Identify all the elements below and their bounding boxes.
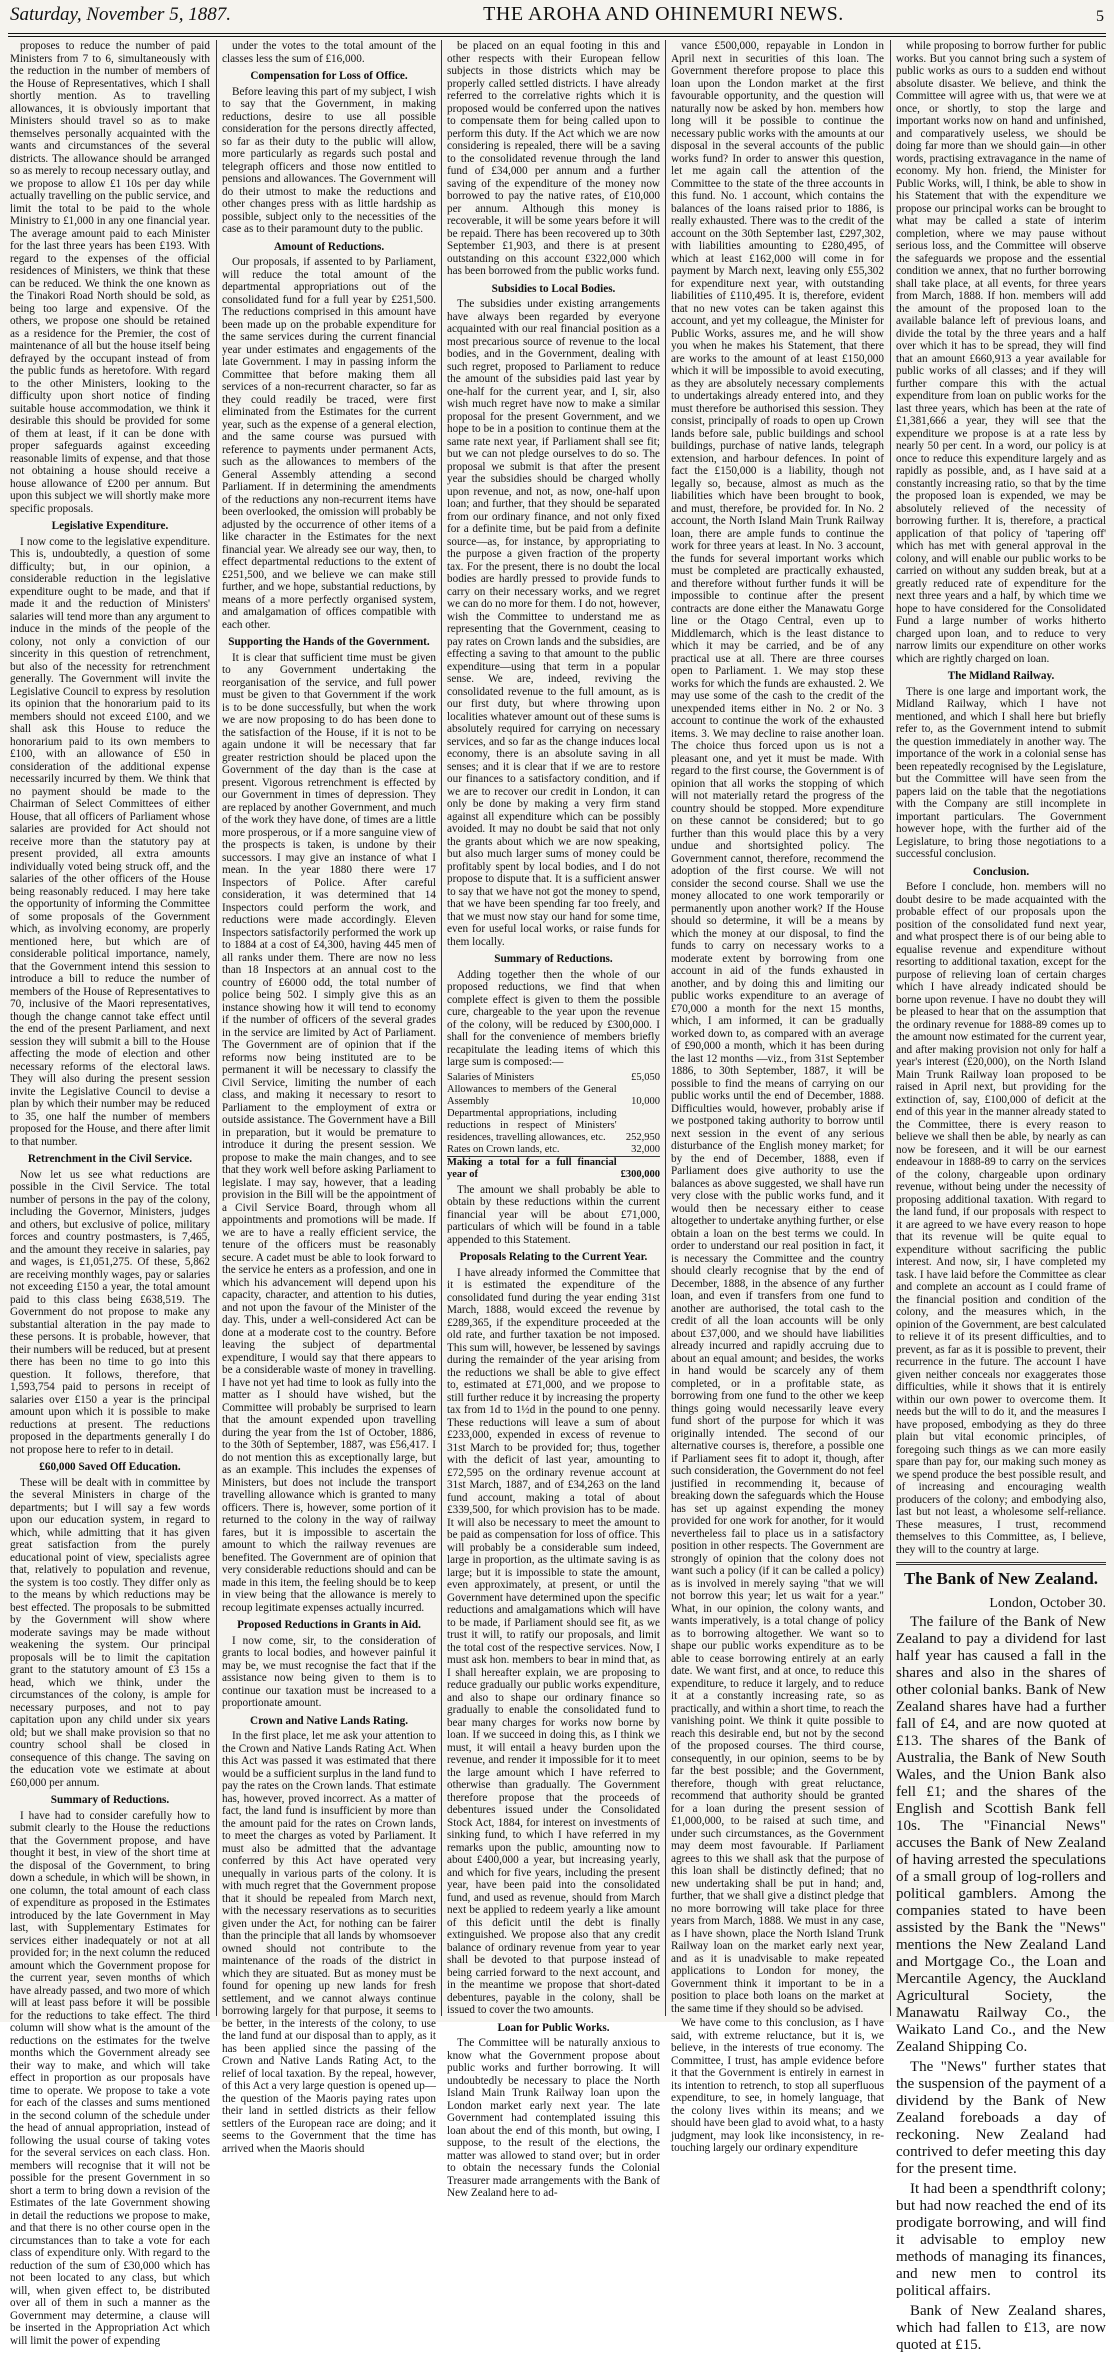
column-4 [671,40,885,2154]
page-number: 5 [1096,8,1104,25]
paragraph: We have come to this conclusion, as I have said, with extreme reluctance, but it is, we believe, in the interests of true economy. The Committee, I trust, has ample evidence before it that the Government is entirely in earnest in its intention to retrench, to stop all superfluous expenditure, to see, in homely language, that the colony lives within its means; and we should have been glad to avoid what, to a hasty judgment, may look like inconsistency, in re-touching largely our ordinary expenditure [671,2017,884,2154]
table-cell-amount: £300,000 [617,1156,660,1181]
paragraph: These will be dealt with in committee by the several Ministers in charge of the departments; but I will say a few words upon our education system, in regard to which, while admitting that it has given great satisfaction from the purely educational point of view, specialists agree that, relatively to population and revenue, the system is too costly. They differ only as to the means by which reductions may be best effected. The proposals to be submitted by the Government will show where moderate savings may be made without weakening the system. Our principal proposals will be to limit the capitation grant to the statutory amount of £3 15s a head, which we think, under the circumstances of the colony, is ample for necessary purposes, and not to pay capitation upon any child under six years old; but we shall make provision so that no country school shall be closed in consequence of this change. The saving on the education vote we estimate at about £60,000 per annum. [10,1476,210,1789]
section-heading-subsidies: Subsidies to Local Bodies. [491,282,616,295]
paragraph: be placed on an equal footing in this and other respects with their European fellow subjects in those districts which may be properly called settled districts. I have already referred to the correlative rights which it is proposed would be conferred upon the natives to compensate them for being called upon to perform this duty. If the Act which we are now considering is repealed, there will be a saving to the consolidated revenue through the land fund of £34,000 per annum and a further saving of the expenditure of the money now borrowed to pay the native rates, of £10,000 per annum. Although this money is recoverable, it will be some years before it will be repaid. There has been recovered up to 30th September £1,903, and there is at present outstanding on this account £322,000 which has been borrowed from the public works fund. [447,40,660,277]
paragraph: Bank of New Zealand shares, which had fallen to £13, are now quoted at £15. [896,2303,1106,2353]
table-cell-label: Departmental appropriations, including reductions in respect of Ministers' residences, travelling allowances, etc. [447,1107,617,1143]
section-heading-loan-public-works: Loan for Public Works. [497,2021,610,2034]
paragraph: The failure of the Bank of New Zealand to pay a dividend for last half year has caused a fall in the shares and also in the shares of other colonial banks. Bank of New Zealand shares have had a further fall of £4, and are now quoted at £13. The shares of the Bank of Australia, the Bank of New South Wales, and the Union Bank also fell £1; and the shares of the English and Scottish Bank fell 10s. The "Financial News" accuses the Bank of New Zealand of having arrested the speculations of a small group of log-rollers and political gamblers. Among the companies stated to have been assisted by the Bank the "News" mentions the New Zealand Land and Mortgage Co., the Loan and Mercantile Agency, the Auckland Agricultural Society, the Manawatu Railway Co., the Waikato Land Co., and the New Zealand Shipping Co. [896,1614,1106,2055]
masthead-rule-double [8,36,1106,37]
table-row [447,1072,660,1084]
paragraph: I now come, sir, to the consideration of grants to local bodies, and however painful it may be, we must recognise the fact that if the assistance now being given to them is to continue our taxation must be increased to a proportionate amount. [222,1634,436,1709]
section-heading-summary: Summary of Reductions. [494,953,613,965]
paragraph: under the votes to the total amount of the classes less the sum of £16,000. [222,40,436,65]
section-heading-compensation: Compensation for Loss of Office. [250,70,408,82]
reductions-table [447,1072,660,1181]
section-heading-conclusion: Conclusion. [972,865,1030,878]
table-cell-label: Allowances to members of the General Assembly [447,1083,617,1107]
column-divider [216,40,217,2016]
table-cell-label: Making a total for a full financial year of [447,1156,617,1180]
paragraph: Our proposals, if assented to by Parliament, will reduce the total amount of the departmental appropriations out of the consolidated fund for a full year by £251,500. The reductions comprised in this amount have been made up on the probable expenditure for the same services during the current financial year under estimates and engagements of the late Government. I may in passing inform the Committee that before making them all services of a non-recurrent character, so far as they could readily be traced, were first eliminated from the Estimates for the current year, such as the expense of a general election, and the same course was pursued with reference to payments under permanent Acts, such as the allowances to members of the General Assembly attending a second Parliament. If in determining the amendments of the reductions any non-recurrent items have been overlooked, the omission will probably be adjusted by the occurrence of other items of a like character in the Estimates for the next financial year. We already see our way, then, to effect departmental reductions to the extent of £251,500, and we believe we can make still further, and we hope, substantial reductions, by means of a more perfectly organised system, and amalgamation of offices compatible with each other. [222,256,436,631]
section-heading-amount-of-reductions: Amount of Reductions. [273,240,385,253]
table-row [447,1084,660,1108]
paragraph: The subsidies under existing arrangements have always been regarded by everyone acquainted with our real financial position as a most precarious source of revenue to the local bodies, and in the Government, dealing with such regret, proposed to Parliament to reduce the amount of the subsidies paid last year by one-half for the current year, and I, sir, also wish much regret have now to make a similar proposal for the present Government, and we hope to be in a position to continue them at the same rate next year, if Parliament shall see fit; but we can not pledge ourselves to do so. The proposal we submit is that after the present year the subsidies should be charged wholly upon revenue, and not, as now, one-half upon loan; and further, that they should be separated from our ordinary finance, and not only fixed for a definite time, but be paid from a definite source—as, for instance, by appropriating to the purpose a given fraction of the property tax. For the present, there is no doubt the local bodies are hardly pressed to provide funds to carry on their necessary works, and we regret we can do no more for them. I do not, however, wish the Committee to understand me as representing that the Government, ceasing to pay rates on Crown lands and the subsidies, are effecting a saving to that amount to the public expenditure—using that term in a popular sense. We are, indeed, reviving the consolidated revenue to the full amount, as is our first duty, but where throwing upon localities whatever amount out of these sums is absolutely required for carrying on necessary services, and so far as the change induces local economy, there is an absolute saving in all senses; and it is clear that if we are to restore our finances to a satisfactory condition, and if we are to recover our credit in London, it can only be done by making a very firm stand against all expenditure which can be possibly avoided. It may no doubt be said that not only the grants about which we are now speaking, but also much larger sums of money could be profitably spent by local bodies, and I do not propose to dispute that. It is a sufficient answer to say that we have not got the money to spend, that we have been spending far too freely, and that we must now stay our hand for some time, even for useful local works, or raise funds for them locally. [447,298,660,948]
article-divider [896,1562,1106,1565]
paragraph: It had been a spendthrift colony; but had now reached the end of its prodigate borrowing, and will find it advisable to employ new methods of managing its finances, and new men to control its political affairs. [896,2181,1106,2299]
article-headline-bank: The Bank of New Zealand. [903,1569,1099,1588]
table-cell-label: Rates on Crown lands, etc. [447,1143,560,1155]
table-total-row [447,1156,660,1181]
column-divider [441,40,442,2016]
paragraph: The "News" further states that the suspension of the payment of a dividend by the Bank of New Zealand foreboads a day of reckoning. New Zealand had contrived to defer meeting this day for the present time. [896,2059,1106,2177]
paragraph: The amount we shall probably be able to obtain by these reductions within the current financial year will be about £71,000, particulars of which will be found in a table appended to this Statement. [447,1183,660,1246]
paragraph: In the first place, let me ask your attention to the Crown and Native Lands Rating Act. When this Act was passed it was estimated that there would be a sufficient surplus in the land fund to pay the rates on the Crown lands. That estimate has, however, proved incorrect. As a matter of fact, the land fund is insufficient by more than the amount paid for the rates on Crown lands, to meet the charges as voted by Parliament. It must also be admitted that the advantage conferred by this Act have operated very unequally in various parts of the colony. It is with much regret that the Government propose that it should be repealed from March next, with the necessary reservations as to securities given under the Act, for nothing can be fairer than the principle that all lands by whomsoever owned should not contribute to the maintenance of the roads of the district in which they are situated. But as money must be found for opening up new lands for fresh settlement, and we cannot always continue borrowing largely for that purpose, it seems to be better, in the interests of the colony, to use the land fund at our disposal than to apply, as it has been applied since the passing of the Crown and Native Lands Rating Act, to the relief of local taxation. By the repeal, however, of this Act a very large question is opened up—the question of the Maoris paying rates upon their land in settled districts as their fellow settlers of the European race are doing; and it seems to the Government that the time has arrived when the Maoris should [222,1730,436,2155]
table-cell-amount: 252,950 [625,1131,660,1143]
paragraph: proposes to reduce the number of paid Ministers from 7 to 6, simultaneously with the reduction in the number of members of the House of Representatives, which I shall shortly mention. As to travelling allowances, it is obviously important that Ministers should travel so as to make themselves personally acquainted with the wants and circumstances of the several districts. The allowance should be arranged so as merely to recoup necessary outlay, and we propose to allow £1 10s per day while actually travelling on the public service, and limit the total to be paid to the whole Ministry to £1,000 in any one financial year. The average amount paid to each Minister for the last three years has been £193. With regard to the expenses of the official residences of Ministers, we think that these can be reduced. We think the one known as the Tinakori Road North should be sold, as being too large and expensive. Of the others, we propose one should be retained as a residence for the Premier, the cost of maintenance of all but the house itself being defrayed by the occupant instead of from the public funds as heretofore. With regard to the other Ministers, looking to the difficulty upon short notice of finding suitable house accommodation, we think it desirable this should be provided for some of them at least, if it can be done with proper safeguards against exceeding reasonable limits of expense, and that those not obtaining a house should receive a house allowance of £200 per annum. But upon this subject we will shortly make more specific proposals. [10,40,210,515]
table-row [447,1108,660,1144]
paragraph: while proposing to borrow further for public works. But you cannot bring such a system of public works as ours to a sudden end without absolute disaster. We believe, and think the Committee will agree with us, that were we at once, or shortly, to stop the large and important works now on hand and unfinished, and comparatively useless, we should be doing far more than we should gain—in other words, practising extravagance in the name of economy. My hon. friend, the Minister for Public Works, will, I think, be able to show in his Statement that with the expenditure we propose our principal works can be brought to what may be called a state of interim completion, where we may pause without serious loss, and the Committee will observe the safeguards we propose and the essential condition we annex, that no further borrowing shall take place, at all events, for three years from March, 1888. If hon. members will add the amount of the proposed loan to the available balance left of previous loans, and divide the total by the three years and a half over which it has to be spread, they will find that an amount £660,913 a year available for public works of all classes; and if they will further compare this with the actual expenditure from loan on public works for the last three years, which has been at the rate of £1,381,666 a year, they will see that the expenditure we propose is at a rate less by nearly 50 per cent. In a word, our policy is at once to reduce this expenditure largely and as rapidly as possible, and, as I have said at a constantly increasing ratio, so that by the time the proposed loan is expended, we may be absolutely relieved of the necessity of borrowing further. It is, therefore, a practical application of that policy of 'tapering off' which has met with general approval in the colony, and will enable our public works to be carried on without any sudden break, but at a greatly reduced rate of expenditure for the next three years and a half, by which time we hope to have considered for the Consolidated Fund a large number of works hitherto charged upon loan, and to reduce to very narrow limits our expenditure on other works which are rightly charged on loan. [896,40,1106,665]
section-heading-civil-service: Retrenchment in the Civil Service. [27,1153,193,1165]
paragraph: Adding together then the whole of our proposed reductions, we find that when complete effect is given to them the possible cure, chargeable to the year upon the revenue of the colony, will be reduced by £300,000. I shall for the convenience of members briefly recapitulate the leading items of which this large sum is composed:— [447,968,660,1068]
table-cell-amount: £5,050 [631,1071,660,1083]
paragraph: It is clear that sufficient time must be given to any Government undertaking the reorganisation of the service, and full power must be given to that Government if the work is to be done successfully, but when the work we are now proposing to do has been done to the satisfaction of the House, if it is not to be again undone it will be necessary that far greater restriction should be placed upon the Government of the day than is the case at present. Vigorous retrenchment is effected by our Government in times of depression. They are replaced by another Government, and much of the work they have done, of times are a little more prosperous, or if a more sanguine view of the prospects is taken, is undone by their successors. I may give an instance of what I mean. In the year 1880 there were 17 Inspectors of Police. After careful consideration, it was determined that 14 Inspectors could perform the work, and reductions were made accordingly. Eleven Inspectors satisfactorily performed the work up to 1884 at a cost of £4,300, having 445 men of all ranks under them. There are now no less than 18 Inspectors at an annual cost to the country of £6000 odd, the total number of police being 502. I simply give this as an instance showing how it will tend to economy if the number of officers of the several grades in the service are limited by Act of Parliament. The Government are of opinion that if the reforms now being instituted are to be permanent it will be necessary to classify the Civil Service, limiting the number of each class, and making it necessary to resort to Parliament to the employment of extra or outside assistance. The Government have a Bill in preparation, but it would be premature to introduce it during the present session. We propose to make the main changes, and to see that they work well before asking Parliament to legislate. I may say, however, that a leading provision in the Bill will be the appointment of a Civil Service Board, through whom all appointments and promotions will be made. If we are to have a really efficient service, the tenure of the officers must be reasonably secure. A cadet must be able to look forward to the service he enters as a profession, and one in which his advancement will depend upon his capacity, character, and attention to his duties, and not upon the favour of the Minister of the day. This, under a well-considered Act can be done at a moderate cost to the country. Before leaving the subject of departmental expenditure, I would say that there appears to be a considerable waste of money in travelling. I have not yet had time to look as fully into the matter as I should have wished, but the Committee will probably be surprised to learn that the amount expended upon travelling during the year from the 1st of October, 1886, to the 30th of September, 1887, was £56,417. I do not mention this as exceptionally large, but as an example. This includes the expenses of Ministers, but does not include the transport travelling allowance which is granted to many officers. There is, however, some portion of it returned to the colony in the way of railway fares, but it is impossible to ascertain the amount to which the railway revenues are benefited. The Government are of opinion that very considerable reductions should and can be made in this item, the feeling should be to keep in view being that the allowance is merely to recoup legitimate expenses actually incurred. [222,651,436,1614]
section-heading-midland-railway: The Midland Railway. [947,670,1055,682]
paragraph: Now let us see what reductions are possible in the Civil Service. The total number of persons in the pay of the colony, including the Governor, Ministers, judges and others, but exclusive of police, military forces and country postmasters, is 7,465, and the amount they receive in salaries, pay and wages, is £1,051,275. Of these, 5,862 are receiving monthly wages, pay or salaries not exceeding £150 a year, the total amount paid to this class being £638,519. The Government do not propose to make any substantial alteration in the pay made to these persons. It is probable, however, that their numbers will be reduced, but at present there has been no time to go into this question. It follows, therefore, that 1,593,754 paid to persons in receipt of salaries over £150 a year is the principal amount upon which it is possible to make reductions at present. The reductions proposed in the departments generally I do not propose here to refer to in detail. [10,1168,210,1456]
masthead-rule [8,33,1106,34]
issue-date: Saturday, November 5, 1887. [10,4,231,25]
table-cell-amount: 10,000 [631,1095,660,1107]
table-row [447,1144,660,1157]
table-cell-label: Salaries of Ministers [447,1071,534,1083]
column-3 [447,40,660,2199]
paragraph: The Committee will be naturally anxious to know what the Government propose about public works and further borrowing. It will undoubtedly be necessary to place the North Island Main Trunk Railway loan upon the London market early next year. The late Government had contemplated issuing this loan about the end of this month, but owing, I suppose, to the result of the elections, the matter was allowed to stand over; but in order to obtain the necessary funds the Colonial Treasurer made arrangements with the Bank of New Zealand here to ad- [447,2037,660,2199]
section-heading-crown-lands-rating: Crown and Native Lands Rating. [249,1714,408,1727]
bank-article [896,1614,1106,2354]
paragraph: vance £500,000, repayable in London in April next in securities of this loan. The Government therefore propose to place this loan upon the London market at the first favourable opportunity, and the question will naturally now be asked by hon. members how long will it be possible to continue the necessary public works with the amounts at our disposal in the several accounts of the public works fund? In order to answer this question, let me again call the attention of the Committee to the state of the three accounts in this fund. No. 1 account, which contains the balances of the loans raised prior to 1886, is really exhausted. There was to the credit of the account on the 30th September last, £297,302, with liabilities amounting to £280,495, of which at least £162,000 will come in for payment by March next, leaving only £55,302 for expenditure next year, with outstanding liabilities of £110,495. It is, therefore, evident that no new votes can be taken against this account, and yet my colleague, the Minister for Public Works, assures me, and he will show you when he makes his Statement, that there are works to the amount of at least £150,000 which it will be impossible to avoid executing, as they are absolutely necessary complements to undertakings already entered into, and they must therefore be authorised this session. They consist, principally of roads to open up Crown lands before sale, public buildings and school buildings, purchase of native lands, telegraph extension, and harbour defences. In point of fact the £150,000 is a liability, though not legally so, because, almost as much as the liabilities which have been brought to book, and must, therefore, be provided for. In No. 2 account, the North Island Main Trunk Railway loan, there are ample funds to continue the work for three years at least. In No. 3 account, the funds for several important works which must be completed are practically exhausted, and therefore without further funds it will be impossible to continue after the present contracts are done either the Manawatu Gorge line or the Otago Central, even up to Middlemarch, which is the least distance to which it may be carried, and be of any practical use at all. There are three courses open to Parliament. 1. We may stop these works for which the funds are exhausted. 2. We may use some of the cash to the credit of the unexpended items either in No. 2 or No. 3 account to continue the work of the exhausted items. 3. We may decline to raise another loan. The choice thus forced upon us is not a pleasant one, and yet it must be made. With regard to the first course, the Government is of opinion that all works the stopping of which will not materially retard the progress of the country should be stopped. More expenditure on these cannot be considered; but to go further than this would place this by a very undue and shortsighted policy. The Government cannot, therefore, recommend the adoption of the first course. We will not consider the second course. Shall we use the money allocated to one work temporarily or permanently upon another work? If the House should so determine, it will be a means by which the money at our disposal, to find the funds to carry on necessary works to a moderate extent by borrowing from one account in aid of the funds exhausted in another, and by doing this and limiting our public works expenditure to an average of £70,000 a month for the next 15 months, which, I am informed, it can be gradually worked down to, as compared with an average of £90,000 a month, which it has been during the last 12 months —viz., from 31st September 1886, to 30th September, 1887, it will be possible to find the means of carrying on our public works until the end of December, 1888. Difficulties would, however, probably arise if we postponed taking authority to borrow until next session in the event of any serious disturbance of the English money market; for by the end of December, 1888, even if Parliament does give authority to use the balances as above suggested, we shall have run very close with the public works fund, and it would then be necessary either to cease altogether to undertake anything further, or else obtain a loan on the best terms we could. In order to understand our real position in fact, it is necessary the Committee and the country should clearly recognise that by the end of December, 1888, in the absence of any further loan, and even if transfers from one fund to another are authorised, the total cash to the credit of all the loan accounts will be only about £37,000, and we should have liabilities already incurred and rapidly accruing due to about an equal amount; and besides, the works in hand would be scarcely any of them completed, or in a profitable state, as borrowing from one fund to the other we keep things going would necessarily leave every fund short of the purpose for which it was originally intended. The second of our alternative courses is, therefore, a possible one if Parliament sees fit to adopt it, though, after such consideration, the Government do not feel justified in recommending it, because of breaking down the safeguards which the House has set up against expending the money provided for one work for another, for it would nevertheless fail to place us in a satisfactory position in other respects. The Government are strongly of opinion that the colony does not want such a policy (if it can be called a policy) as is involved in merely saying "that we will not borrow this year; let us wait for a year." What, in our opinion, the colony wants, and wants imperatively, is a total change of policy as to borrowing altogether. We want so to shape our public works expenditure as to be able to cease borrowing entirely at an early date. We want first, and at once, to reduce this expenditure, to reduce it largely, and to reduce it at a constantly increasing rate, so as practically, and within a short time, to reach the vanishing point. We think it quite possible to reach this desirable end, but not by the second of the proposed courses. The third course, consequently, in our opinion, seems to be by far the best possible; and the Government, therefore, though with great reluctance, recommend that authority should be granted for a loan during the present session of £1,000,000, to be raised at such time, and under such circumstances, as the Government may deem most favourable. If Parliament agrees to this we shall ask that the purpose of this loan shall be distinctly defined; that no new undertaking shall be put in hand; and, further, that we shall give a distinct pledge that no more borrowing will take place for three years from March, 1888. We must in any case, as I have shown, place the North Island Trunk Railway loan on the market early next year, and as it is unadvisable to make repeated applications to London for money, the Government think it important to be in a position to place both loans on the market at the same time if they should so be advised. [671,40,885,2015]
section-heading-grants-in-aid: Proposed Reductions in Grants in Aid. [237,1619,421,1631]
paragraph: There is one large and important work, the Midland Railway, which I have not mentioned, and which I shall here but briefly refer to, as the Government intend to submit the question immediately in another way. The importance of the work in a colonial sense has been repeatedly recognised by the Legislature, but the Committee will have seen from the papers laid on the table that the negotiations with the Company are still incomplete in important particulars. The Government however hope, with the further aid of the Legislature, to bring those negotiations to a successful conclusion. [896,685,1106,860]
dateline: London, October 30. [989,1595,1106,1611]
section-heading-legislative-expenditure: Legislative Expenditure. [51,520,169,532]
paragraph: I have already informed the Committee that it is estimated the expenditure of the consolidated fund during the year ending 31st March, 1888, would exceed the revenue by £289,365, if the expenditure proceeded at the old rate, and further taxation be not imposed. This sum will, however, be lessened by savings during the remainder of the year arising from the reductions we shall be able to give effect to, estimated at £71,000, and we propose to still further reduce it by increasing the property tax from 1d to 1½d in the pound to one penny. These reductions will leave a sum of about £233,000, expended in excess of revenue to 31st March to be provided for; thus, together with the deficit of last year, amounting to £72,595 on the ordinary revenue account at 31st March, 1887, and of £34,263 on the land fund account, making a total of about £339,500, for which provision has to be made. It will also be necessary to meet the amount to be paid as compensation for loss of office. This will probably be a considerable sum indeed, large in proportion, as the ultimate saving is as large; but it is impossible to state the amount, even approximately, at present, or until the Government have determined upon the specific reductions and amalgamations which will have to be made, if Parliament should see fit, as we trust it will, to ratify our proposals, and limit the total cost of the respective services. Now, I must ask hon. members to bear in mind that, as I shall hereafter explain, we are proposing to reduce gradually our public works expenditure, and also to shape our ordinary finance so gradually to enable the consolidated fund to bear many charges for works now borne by loan. If we succeed in doing this, as I think we must, it will entail a heavy burden upon the revenue, and render it impossible for it to meet the large amount which I have referred to otherwise than gradually. The Government therefore propose that the proceeds of debentures issued under the Consolidated Stock Act, 1884, for interest on investments of sinking fund, to which I have referred in my remarks upon the public, amounting now to about £400,000 a year, but increasing yearly, and which for five years, including the present year, have been paid into the consolidated fund, and used as revenue, should from March next be applied to redeem yearly a like amount of this deficit until the debt is finally extinguished. We propose also that any credit balance of ordinary revenue from year to year shall be devoted to that purpose instead of being carried forward to the next account, and in the meantime we propose that short-dated debentures, payable in the colony, shall be issued to cover the two amounts. [447,1266,660,2016]
paragraph: Before I conclude, hon. members will no doubt desire to be made acquainted with the probable effect of our proposals upon the position of the consolidated fund next year, and what prospect there is of our being able to equalise revenue and expenditure without resorting to additional taxation, except for the purpose of relieving loan of certain charges which I have already indicated should be borne upon revenue. I have no doubt they will be pleased to hear that on the assumption that the ordinary revenue for 1888-89 comes up to the amount now estimated for the current year, and after making provision not only for half a year's interest (£20,000), on the North Island Main Trunk Railway loan proposed to be raised in April next, but providing for the extinction of, say, £100,000 of deficit at the end of this year in the manner already stated to the Committee, there is every reason to believe we shall then be able, by nearly as can now be foreseen, and it will be our earnest endeavour in 1888-89 to carry on the services of the colony, chargeable upon ordinary revenue, without being under the necessity of proposing additional taxation. With regard to the land fund, if our proposals with respect to it are agreed to we have every reason to hope that its revenue will be quite equal to expenditure without sacrificing the public interest. And now, sir, I have completed my task. I have laid before the Committee as clear and complete an account as I could frame of the financial position and condition of the colony, and the measures which, in the opinion of the Government, are best calculated to relieve it of its present difficulties, and to prevent, as far as it is possible to prevent, their recurrence in the future. The account I have given neither conceals nor exaggerates those difficulties, while it shows that it is entirely within our own power to overcome them. It needs but the will to do it, and the measures I have proposed, embodying as they do three plain but vital economic principles, of foregoing such things as we can more easily spare than pay for, our making such money as we spend produce the best possible result, and of increasing and encouraging wealth producers of the colony; and embodying also, last but not least, a wholesome self-reliance. These measures, I trust, recommend themselves to this Committee, as, I believe, they will to the country at large. [896,881,1106,1556]
column-divider [890,40,891,2016]
table-cell-amount: 32,000 [631,1143,660,1155]
column-2 [222,40,436,2155]
section-heading-education: £60,000 Saved Off Education. [39,1461,181,1473]
column-5 [896,40,1106,2353]
newspaper-title: THE AROHA AND OHINEMURI NEWS. [483,3,844,25]
paragraph: I have had to consider carefully how to submit clearly to the House the reductions that the Government propose, and have thought it best, in view of the short time at the disposal of the Government, to bring down a schedule, in which will be shown, in one column, the total amount of each class of expenditure as proposed in the Estimates introduced by the late Government in May last, with Supplementary Estimates for services either inadequately or not at all provided for; in the next column the reduced amount which the Government propose for the current year, seven months of which have already passed, and two more of which will at least pass before it will be possible for the reductions to take effect. The third column will show what is the amount of the reductions on the estimates for the twelve months which the Government already see their way to make, and which will take effect in proportion as our proposals have time to operate. We propose to take a vote for each of the classes and sums mentioned in the second column of the schedule under the head of annual appropriation, instead of following the usual course of taking votes for the several services on each class. Hon. members will recognise that it will not be possible for the present Government in so short a term to bring down a revision of the Estimates of the late Government showing in detail the reductions we propose to make, and that there is no other course open in the circumstances than to take a vote for each class of expenditure only. With regard to the reduction of the sum of £30,000 which has not been located to any class, but which will, when given effect to, be distributed over all of them in such a manner as the Government may determine, a clause will be inserted in the Appropriation Act which will limit the power of expending [10,1809,210,2347]
column-1 [10,40,210,2347]
section-heading-supporting-government: Supporting the Hands of the Government. [228,636,430,648]
masthead [0,0,1114,30]
section-heading-current-year: Proposals Relating to the Current Year. [459,1251,648,1263]
paragraph: Before leaving this part of my subject, I wish to say that the Government, in making reductions, desire to use all possible consideration for the persons directly affected, so far as their duty to the public will allow, more particularly as regards such postal and telegraph officers and those now entitled to pensions and allowances. The Government will do their utmost to make the reductions and other changes press with as little hardship as possible, subject only to the necessities of the case as to their paramount duty to the public. [222,85,436,235]
paragraph: I now come to the legislative expenditure. This is, undoubtedly, a question of some difficulty; but, in our opinion, a considerable reduction in the legislative expenditure ought to be made, and that if made it and the reduction of Ministers' salaries will tend more than any argument to induce in the minds of the people of the colony, not only a conviction of our sincerity in this question of retrenchment, but also of the necessity for retrenchment generally. The Government will invite the Legislative Council to express by resolution its opinion that the honorarium paid to its members should not exceed £100, and we shall ask this House to reduce the honorarium paid to its own members to £100, with an allowance of £50 in consideration of the additional expense necessarily incurred by them. We think that no payment should be made to the Chairman of Select Committees of either House, that all officers of Parliament whose salaries are provided for Act should not receive more than the statutory pay at present provided, all extra amounts individually voted being struck off, and the salaries of the other officers of the House being reasonably reduced. I may here take the opportunity of informing the Committee of some proposals of the Government which, as involving economy, are properly mentioned here, but which are of considerable political importance, namely, that the Government intend this session to introduce a bill to reduce the number of members of the House of Representatives to 70, inclusive of the Maori representatives, though the change cannot take effect until the end of the present Parliament, and next session they will submit a bill to the House affecting the mode of election and other necessary reforms of the electoral laws. They will also during the present session invite the Legislative Council to devise a plan by which their number may be reduced to 35, one half the number of members proposed for the House, and there after limit to that number. [10,535,210,1148]
column-divider [665,40,666,2016]
section-heading-summary: Summary of Reductions. [50,1794,170,1806]
